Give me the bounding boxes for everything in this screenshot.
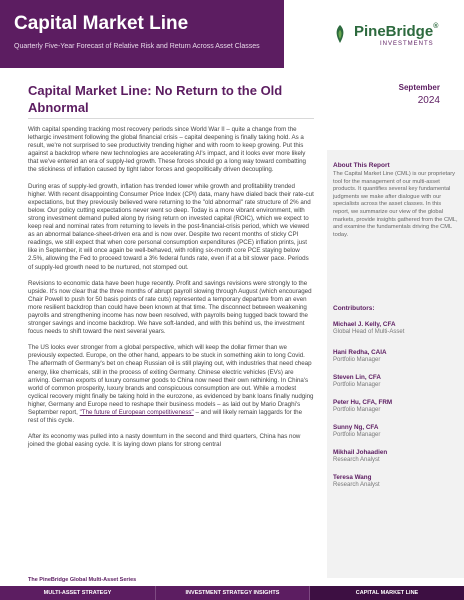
- header-title: Capital Market Line: [14, 13, 189, 34]
- contributor: [333, 449, 459, 463]
- draghi-report-link[interactable]: "The future of European competitiveness": [79, 409, 194, 416]
- report-year: 2024: [417, 95, 440, 106]
- paragraph-4-text: The US looks ever stronger from a global perspective, which will keep the dollar firmer than we previously expected. Europe, on the other hand, appears to be stuck in something akin to long Covid. The aftermath of Germany's bet on cheap Russian oil is still playing out, with industries that need cheap energy, like chemicals, still in the process of exiting Germany. Chinese electric vehicles (EVs) are arriving. German exports of luxury consumer goods to China now need their own rethinking. In China's world of common prosperity, luxury brands and conspicuous consumption are out. While a modest cyclical recovery might finally be taking hold in the eurozone, as evidenced by bank loans finally nudging higher, Germany and Europe need to reshape their business models – as laid out by Mario Draghi's September report,: [28, 344, 314, 416]
- contributor: [333, 374, 459, 388]
- paragraph-4: [28, 344, 314, 425]
- contributor-name: Steven Lin, CFA: [333, 374, 381, 381]
- contributor: [333, 349, 459, 363]
- footer-item-investment-strategy-insights[interactable]: INVESTMENT STRATEGY INSIGHTS: [155, 586, 309, 600]
- registered-mark: ®: [433, 23, 439, 30]
- pinebridge-logo: [330, 20, 455, 54]
- contributor-role: Research Analyst: [333, 482, 380, 488]
- article-body: [28, 126, 314, 457]
- contributor: [333, 399, 459, 413]
- contributor-name: Mikhail Johaadien: [333, 449, 388, 456]
- paragraph-1: With capital spending tracking most recovery periods since World War II – quite a change from the lethargic investment following the global financial crisis – capital deepening is finally taking hold. As a result, we're not surprised to see productivity trending higher and with room to keep growing. Put this against a backdrop where new technologies are accelerating AI's impact, and it looks ever more likely that we've entered an era of supply-led growth. These forces should go a long way toward combatting the stickiness of inflation caused by tight labor forces and geopolitically driven decoupling.: [28, 126, 306, 174]
- contributor-role: Research Analyst: [333, 457, 380, 463]
- paragraph-2: During eras of supply-led growth, inflation has trended lower while growth and profitability trended higher. With recent disappointing Consumer Price Index (CPI) data, many have dialed back their rate-cut expectations, but they previously believed were returning to the "old abnormal" rate structure of 2% and below. Our policy cutting expectations never went so deep. Today is a more vibrant environment, with strong investment demand pulled along by rising return on invested capital (ROIC), which we expect to keep real and nominal rates from returning to levels in the post-financial-crisis period, which we viewed as an abnormal balance-sheet-driven era and is now over. Despite two recent months of sticky CPI readings, we still expect that when core personal consumption expenditures (PCE) inflation prints, just like in September, it will once again be well-behaved, with rolling six-month core PCE staying below 2.5%, allowing the Fed to proceed toward a 3% federal funds rate, even if at a bit slower pace. Periods of supply-led growth need to be nurtured, not stomped out.: [28, 182, 314, 271]
- title-divider: [28, 118, 314, 119]
- paragraph-4-tail: – and will likely remain laggards for the rest of this cycle.: [28, 409, 303, 425]
- contributor-role: Global Head of Multi-Asset: [333, 329, 405, 335]
- header-subtitle: Quarterly Five-Year Forecast of Relative Risk and Return Across Asset Classes: [14, 43, 260, 50]
- brand-subtitle: INVESTMENTS: [380, 41, 434, 47]
- report-month: September: [398, 83, 440, 92]
- contributor: [333, 321, 459, 335]
- series-label: The PineBridge Global Multi-Asset Series: [28, 577, 137, 583]
- footer-item-multi-asset-strategy[interactable]: MULTI-ASSET STRATEGY: [0, 586, 155, 600]
- footer-item-capital-market-line[interactable]: CAPITAL MARKET LINE: [309, 586, 464, 600]
- contributor-name: Peter Hu, CFA, FRM: [333, 399, 393, 406]
- contributor-name: Hani Redha, CAIA: [333, 349, 387, 356]
- contributor-name: Teresa Wang: [333, 474, 372, 481]
- pine-leaf-icon: [330, 24, 350, 44]
- contributor-name: Sunny Ng, CFA: [333, 424, 379, 431]
- contributor-role: Portfolio Manager: [333, 357, 381, 363]
- contributor-role: Portfolio Manager: [333, 432, 381, 438]
- about-text: The Capital Market Line (CML) is our proprietary tool for the management of our multi-asset products. It quantifies several key fundamental judgments we make after dialogue with our specialists across the asset classes. In this report, we summarize our view of the global markets, provide insights gathered from the CML, and examine the fundamentals driving the CML today.: [333, 171, 458, 238]
- contributor: [333, 474, 459, 488]
- page-header: [0, 0, 464, 68]
- paragraph-3: Revisions to economic data have been huge recently. Profit and savings revisions were strongly to the upside. It's now clear that the three months of abrupt payroll slowing through August (which encouraged Chair Powell to push for 50 basis points of rate cuts) represented a temporary departure from an even more resilient backdrop than could have been known at that time. The disconnect between weakening payrolls and strengthening income has now been resolved, with payrolls being tugged back toward the stronger savings and income backdrop. We have soft-landed, and with this behind us, the investment focus needs to shift toward the next several years.: [28, 279, 312, 336]
- paragraph-5: After its economy was pulled into a nasty downturn in the second and third quarters, China has now joined the global easing cycle. It is laying down plans for strong central: [28, 433, 301, 449]
- brand-name: [354, 23, 438, 40]
- contributor-name: Michael J. Kelly, CFA: [333, 321, 396, 328]
- contributor-role: Portfolio Manager: [333, 407, 381, 413]
- header-banner: [0, 0, 284, 68]
- contributor: [333, 424, 459, 438]
- sidebar: [327, 150, 464, 578]
- brand-name-text: PineBridge: [354, 23, 434, 40]
- about-title: About This Report: [333, 162, 390, 169]
- contributor-role: Portfolio Manager: [333, 382, 381, 388]
- contributors-title: Contributors:: [333, 305, 375, 312]
- article-title: Capital Market Line: No Return to the Old Abnormal: [28, 83, 283, 115]
- footer-nav: [0, 586, 464, 600]
